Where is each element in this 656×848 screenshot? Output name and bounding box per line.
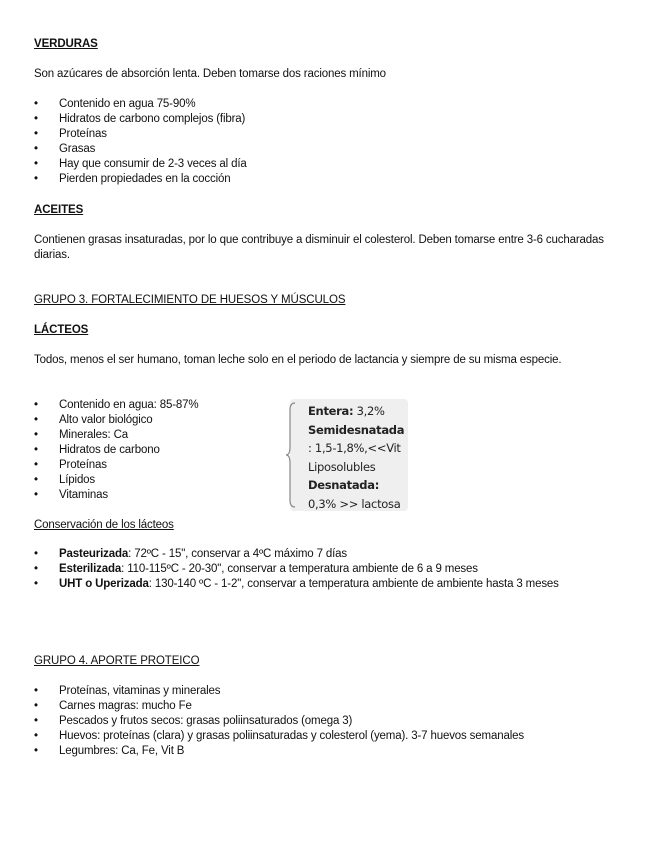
milk-desnatada-label: Desnatada: xyxy=(308,478,379,492)
bullet-icon: • xyxy=(34,158,38,170)
grupo4-title: GRUPO 4. APORTE PROTEICO xyxy=(34,655,200,667)
list-item: • Proteínas xyxy=(34,459,107,471)
list-item: • Carnes magras: mucho Fe xyxy=(34,700,192,712)
list-item: • Hidratos de carbono complejos (fibra) xyxy=(34,113,246,125)
list-item: • Alto valor biológico xyxy=(34,414,153,426)
list-item: • Hidratos de carbono xyxy=(34,444,160,456)
lacteos-text: Todos, menos el ser humano, toman leche solo en el periodo de lactancia y siempre de su misma especie. xyxy=(34,354,562,366)
conservacion-list xyxy=(34,547,609,592)
milk-entera: Entera: 3,2% xyxy=(308,404,385,418)
heading-lacteos: LÁCTEOS xyxy=(34,324,89,336)
bullet-icon: • xyxy=(34,715,38,727)
bullet-icon: • xyxy=(34,444,38,456)
bullet-icon: • xyxy=(34,429,38,441)
lacteos-list xyxy=(34,398,284,503)
milk-semidesnatada-value: : 1,5-1,8%,<<Vit xyxy=(308,441,401,455)
list-item: • Pasteurizada: 72ºC - 15", conservar a 4ºC máximo 7 días xyxy=(34,548,348,560)
list-item: • Contenido en agua: 85-87% xyxy=(34,399,199,411)
list-item: • Grasas xyxy=(34,143,96,155)
heading-aceites: ACEITES xyxy=(34,204,84,216)
milk-types-text xyxy=(308,402,404,513)
bullet-icon: • xyxy=(34,128,38,140)
grupo4-list xyxy=(34,684,624,759)
list-item: • Hay que consumir de 2-3 veces al día xyxy=(34,158,247,170)
bullet-icon: • xyxy=(34,143,38,155)
list-item: • UHT o Uperizada: 130-140 ºC - 1-2", conservar a temperatura ambiente de ambiente hasta 3 meses xyxy=(34,578,559,590)
list-item: • Proteínas, vitaminas y minerales xyxy=(34,685,221,697)
list-item: • Pescados y frutos secos: grasas poliinsaturados (omega 3) xyxy=(34,715,353,727)
bullet-icon: • xyxy=(34,685,38,697)
verduras-intro: Son azúcares de absorción lenta. Deben tomarse dos raciones mínimo xyxy=(34,68,386,80)
conservacion-title: Conservación de los lácteos xyxy=(34,519,174,531)
bullet-icon: • xyxy=(34,700,38,712)
bullet-icon: • xyxy=(34,173,38,185)
milk-desnatada-value: 0,3% >> lactosa xyxy=(308,496,401,511)
bullet-icon: • xyxy=(34,489,38,501)
bullet-icon: • xyxy=(34,474,38,486)
bullet-icon: • xyxy=(34,548,38,560)
brace-icon xyxy=(286,402,296,508)
list-item: • Contenido en agua 75-90% xyxy=(34,98,196,110)
aceites-text: Contienen grasas insaturadas, por lo que contribuye a disminuir el colesterol. Deben tomarse entre 3-6 cucharadas diarias. xyxy=(34,234,604,261)
bullet-icon: • xyxy=(34,113,38,125)
list-item: • Vitaminas xyxy=(34,489,108,501)
list-item: • Esterilizada: 110-115ºC - 20-30", conservar a temperatura ambiente de 6 a 9 meses xyxy=(34,563,478,575)
bullet-icon: • xyxy=(34,563,38,575)
verduras-list xyxy=(34,97,614,187)
bullet-icon: • xyxy=(34,745,38,757)
bullet-icon: • xyxy=(34,414,38,426)
bullet-icon: • xyxy=(34,459,38,471)
milk-semidesnatada-value-2: Liposolubles xyxy=(308,459,376,474)
list-item: • Lípidos xyxy=(34,474,96,486)
bullet-icon: • xyxy=(34,98,38,110)
list-item: • Legumbres: Ca, Fe, Vit B xyxy=(34,745,185,757)
list-item: • Pierden propiedades en la cocción xyxy=(34,173,231,185)
bullet-icon: • xyxy=(34,399,38,411)
bullet-icon: • xyxy=(34,730,38,742)
bullet-icon: • xyxy=(34,578,38,590)
list-item: • Proteínas xyxy=(34,128,107,140)
milk-semidesnatada-label: Semidesnatada xyxy=(308,422,405,437)
heading-verduras: VERDURAS xyxy=(34,38,98,50)
list-item: • Minerales: Ca xyxy=(34,429,128,441)
grupo3-title: GRUPO 3. FORTALECIMIENTO DE HUESOS Y MÚSCULOS xyxy=(34,294,346,306)
list-item: • Huevos: proteínas (clara) y grasas poliinsaturadas y colesterol (yema). 3-7 huevos semanales xyxy=(34,730,524,742)
